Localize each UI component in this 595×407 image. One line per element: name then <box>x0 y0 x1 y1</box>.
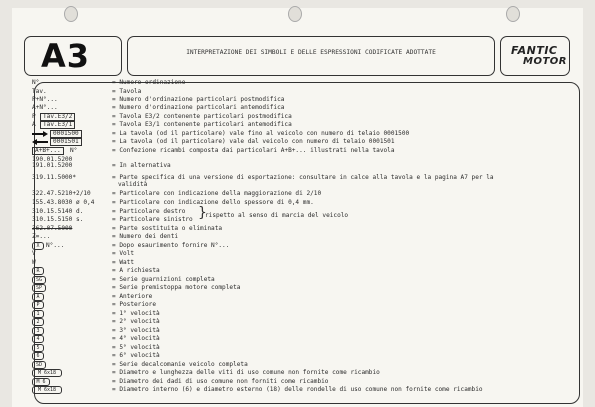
legend-symbol <box>32 225 112 233</box>
legend-description: = Numero d'ordinazione particolari postmodifica <box>112 96 285 103</box>
legend-description: = A richiesta <box>112 267 160 274</box>
legend-symbol <box>32 386 112 394</box>
legend-symbol <box>32 147 112 155</box>
legend-symbol <box>32 121 112 129</box>
symbol-text: V <box>32 250 36 257</box>
legend-description: = Dopo esaurimento fornire N°... <box>112 242 230 249</box>
legend-symbol <box>32 96 112 104</box>
legend-description: = Serie decalcomanie veicolo completa <box>112 361 248 368</box>
symbol-text: 155.43.8030 ø 0,4 <box>32 199 95 206</box>
binder-hole <box>506 6 520 22</box>
legend-description: = Particolare con indicazione dello spessore di 0,4 mm. <box>112 199 314 206</box>
legend-description: = Serie guarnizioni completa <box>112 276 215 283</box>
legend-description: = La tavola (od il particolare) vale fino al veicolo con numero di telaio 0001500 <box>112 130 410 137</box>
legend-description: = In alternativa <box>112 162 171 169</box>
circled-symbol: 4 <box>32 335 44 343</box>
symbol-text: Tav. <box>32 88 47 95</box>
symbol-text: W <box>32 259 36 266</box>
legend-symbol <box>32 88 112 96</box>
legend-description: = Diametro interno (6) e diametro esterno (18) delle rondelle di uso comune non fornite come ricambio <box>112 386 483 393</box>
legend-description: = Watt <box>112 259 135 266</box>
legend-symbol <box>32 181 112 189</box>
legend-symbol <box>32 335 112 343</box>
legend-symbol <box>32 250 112 258</box>
symbol-text: P+N°... <box>32 96 58 103</box>
legend-description: = Tavola E3/2 contenente particolari postmodifica <box>112 113 292 120</box>
legend-description: = 1° velocità <box>112 310 160 317</box>
circled-symbol: P <box>32 301 44 309</box>
symbol-suffix: N° <box>70 147 78 154</box>
legend-symbol <box>32 327 112 335</box>
legend-symbol <box>32 190 112 198</box>
legend-description: = Particolare sinistro <box>112 216 193 223</box>
legend-symbol <box>32 259 112 267</box>
symbol-text: A+B+... <box>32 147 64 155</box>
legend-symbol <box>32 79 112 87</box>
legend-symbol <box>32 318 112 326</box>
legend-symbol <box>32 369 112 377</box>
symbol-prefix: A <box>32 121 36 128</box>
symbol-text: 0001501 <box>50 138 82 146</box>
symbol-text: 322.47.5210+2/10 <box>32 190 91 197</box>
logo-line-1: FANTIC <box>511 44 558 57</box>
title-box <box>127 36 495 76</box>
legend-symbol <box>32 199 112 207</box>
legend-description: = Tavola E3/1 contenente particolari antemodifica <box>112 121 292 128</box>
circled-symbol: 6 <box>32 352 44 360</box>
legend-description: = Diametro dei dadi di uso comune non forniti come ricambio <box>112 378 329 385</box>
circled-symbol: SG <box>32 276 46 284</box>
brace-note-text: rispetto al senso di marcia del veicolo <box>205 212 349 219</box>
symbol-text: 190.01.5200 <box>32 156 73 163</box>
legend-description: = Posteriore <box>112 301 157 308</box>
legend-symbol <box>32 301 112 309</box>
symbol-text: 362.07.5000 <box>32 225 73 232</box>
legend-description: = 3° velocità <box>112 327 160 334</box>
legend-description: = Tavola <box>112 88 142 95</box>
legend-symbol <box>32 130 112 138</box>
arrow-left-icon <box>32 139 48 145</box>
binder-hole <box>64 6 78 22</box>
legend-description: = 5° velocità <box>112 344 160 351</box>
section-code-box <box>24 36 122 76</box>
circled-symbol: 2 <box>32 318 44 326</box>
legend-description: = Anteriore <box>112 293 153 300</box>
legend-description: = Particolare destro <box>112 208 186 215</box>
symbol-text: Z=... <box>32 233 51 240</box>
circled-symbol: SP <box>32 284 46 292</box>
legend-description: = Numero dei denti <box>112 233 179 240</box>
symbol-text: N°... <box>46 242 65 249</box>
legend-symbol <box>32 242 112 250</box>
symbol-text: 191.01.5200 <box>32 162 73 169</box>
circled-symbol: M 6 <box>32 378 50 386</box>
circled-symbol: R <box>32 267 44 275</box>
legend-symbol <box>32 344 112 352</box>
legend-symbol <box>32 267 112 275</box>
circled-symbol: M 6x18 <box>32 369 62 377</box>
legend-symbol <box>32 284 112 292</box>
circled-symbol: 3 <box>32 327 44 335</box>
legend-description: = Diametro e lunghezza delle viti di uso comune non fornite come ricambio <box>112 369 380 376</box>
symbol-text: A+N°... <box>32 104 58 111</box>
legend-description: = Particolare con indicazione della maggiorazione di 2/10 <box>112 190 322 197</box>
circled-symbol: 5 <box>32 344 44 352</box>
fantic-motor-logo <box>507 43 567 69</box>
legend-symbol <box>32 208 112 216</box>
circled-symbol: 1 <box>32 310 44 318</box>
legend-description: = 6° velocità <box>112 352 160 359</box>
legend-symbol <box>32 293 112 301</box>
legend-symbol <box>32 216 112 224</box>
legend-description: = 4° velocità <box>112 335 160 342</box>
legend-symbol <box>32 276 112 284</box>
legend-symbol <box>32 352 112 360</box>
legend-symbol <box>32 361 112 369</box>
symbol-text: Tav.E3/2 <box>40 113 75 121</box>
legend-symbol <box>32 113 112 121</box>
legend-description: = Serie premistoppa motore completa <box>112 284 241 291</box>
legend-symbol <box>32 162 112 170</box>
circled-symbol: SD <box>32 361 46 369</box>
legend-description: = Parte specifica di una versione di esportazione: consultare in calce alla tavola e la pagina A7 per la <box>112 174 494 181</box>
legend-description: = Volt <box>112 250 135 257</box>
symbol-prefix: P <box>32 113 36 120</box>
binder-hole <box>288 6 302 22</box>
legend-description: = Numero ordinazione <box>112 79 186 86</box>
legend-description: = Numero d'ordinazione particolari antemodifica <box>112 104 285 111</box>
logo-line-2: MOTOR <box>523 56 567 67</box>
legend-symbol <box>32 310 112 318</box>
section-code: A3 <box>41 37 91 75</box>
circled-symbol: M 6x18 <box>32 386 62 394</box>
legend-symbol <box>32 138 112 146</box>
cross-box-icon: X <box>32 242 44 250</box>
legend-description: = Parte sostituita o eliminata <box>112 225 223 232</box>
symbol-text: 0001500 <box>50 130 82 138</box>
legend-symbol <box>32 104 112 112</box>
legend-description: = 2° velocità <box>112 318 160 325</box>
legend-symbol <box>32 378 112 386</box>
circled-symbol: A <box>32 293 44 301</box>
symbol-text: Tav.E3/1 <box>40 121 75 129</box>
symbol-text: 310.15.5140 d. <box>32 208 84 215</box>
arrow-right-icon <box>32 131 48 137</box>
brace-symbol: } <box>198 205 207 221</box>
legend-description: = Confezione ricambi composta dai particolari A+B+... illustrati nella tavola <box>112 147 395 154</box>
legend-symbol <box>32 233 112 241</box>
symbol-text: 319.11.5000* <box>32 174 77 181</box>
logo-box <box>500 36 570 76</box>
legend-description: validità <box>118 181 148 188</box>
symbol-text: 310.15.5150 s. <box>32 216 84 223</box>
page-title: INTERPRETAZIONE DEI SIMBOLI E DELLE ESPRESSIONI CODIFICATE ADOTTATE <box>186 49 436 56</box>
legend-description: = La tavola (od il particolare) vale dal veicolo con numero di telaio 0001501 <box>112 138 395 145</box>
symbol-text: N° <box>32 79 40 86</box>
